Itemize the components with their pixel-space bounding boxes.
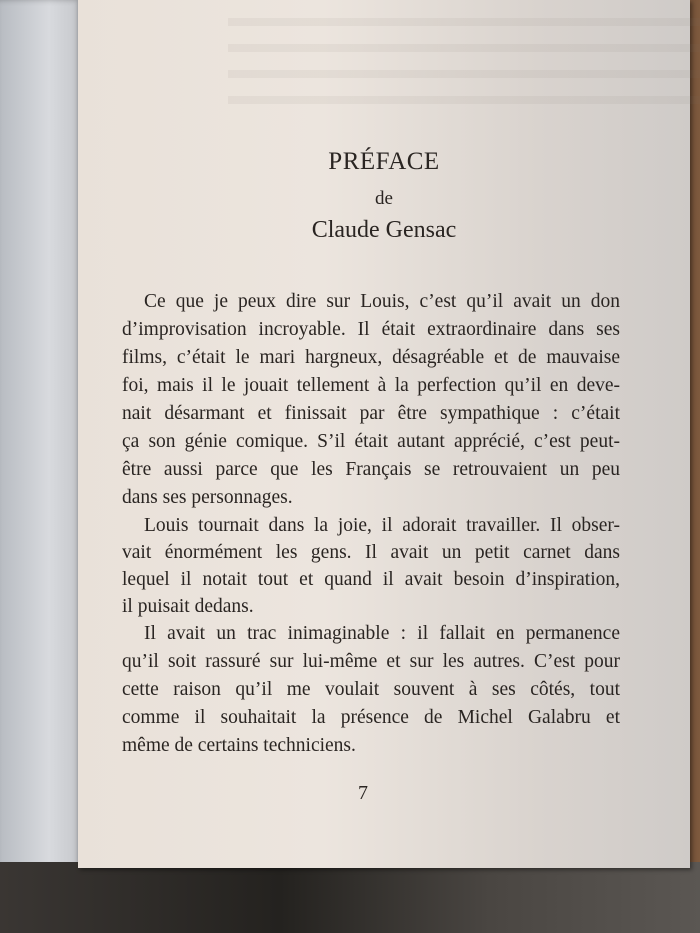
page-number: 7 xyxy=(358,782,368,804)
floor-background xyxy=(0,862,700,933)
text-line: cette raison qu’il me voulait souvent à ses côtés, tout xyxy=(122,679,620,700)
text-line: Louis tournait dans la joie, il adorait travailler. Il obser- xyxy=(144,515,620,536)
text-line: films, c’était le mari hargneux, désagréable et de mauvaise xyxy=(122,347,620,368)
chapter-title: PRÉFACE xyxy=(328,148,440,175)
text-line: comme il souhaitait la présence de Michel Galabru et xyxy=(122,707,620,728)
text-line: foi, mais il le jouait tellement à la perfection qu’il en deve- xyxy=(122,375,620,396)
text-line: Ce que je peux dire sur Louis, c’est qu’il avait un don xyxy=(144,291,620,312)
text-line: même de certains techniciens. xyxy=(122,735,356,756)
text-line: qu’il soit rassuré sur lui-même et sur les autres. C’est pour xyxy=(122,651,620,672)
text-line: d’improvisation incroyable. Il était extraordinaire dans ses xyxy=(122,319,620,340)
chapter-by: de xyxy=(375,188,393,209)
text-line: dans ses personnages. xyxy=(122,487,293,508)
text-line: ça son génie comique. S’il était autant apprécié, c’est peut- xyxy=(122,431,620,452)
text-line: il puisait dedans. xyxy=(122,596,254,617)
chapter-author: Claude Gensac xyxy=(311,217,457,243)
text-line: lequel il notait tout et quand il avait besoin d’inspiration, xyxy=(122,569,620,590)
text-line: vait énormément les gens. Il avait un petit carnet dans xyxy=(122,542,620,563)
text-line: être aussi parce que les Français se retrouvaient un peu xyxy=(122,459,620,480)
text-line: Il avait un trac inimaginable : il fallait en permanence xyxy=(144,623,620,644)
book-page xyxy=(78,0,690,868)
text-line: nait désarmant et finissait par être sympathique : c’était xyxy=(122,403,620,424)
show-through-text xyxy=(228,0,700,120)
facing-page-edge xyxy=(0,0,82,890)
